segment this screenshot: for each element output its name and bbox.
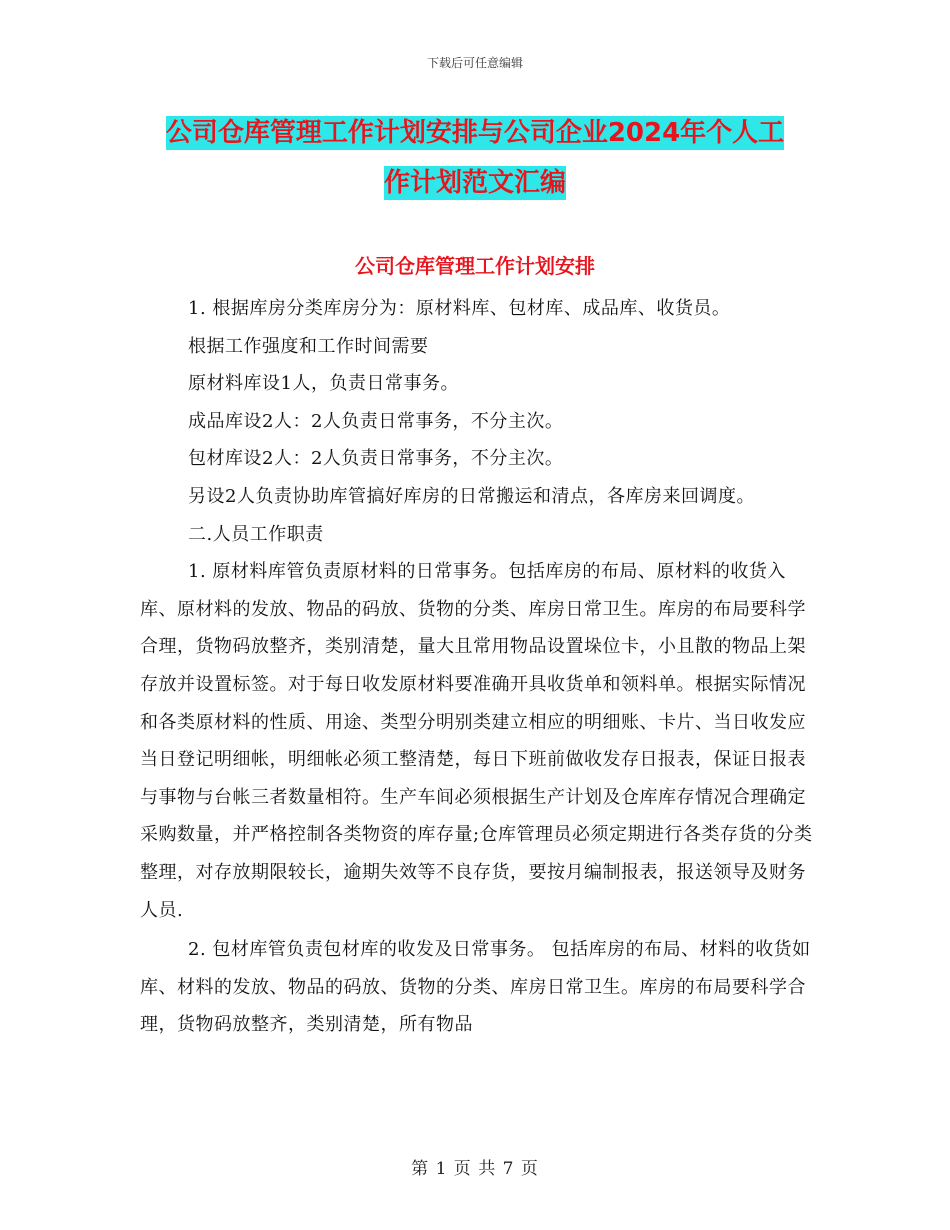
paragraph-3: 原材料库设1人，负责日常事务。 [188,373,459,395]
paragraph-4: 成品库设2人：2人负责日常事务，不分主次。 [188,410,564,432]
paragraph-8: 1. 原材料库管负责原材料的日常事务。包括库房的布局、原材料的收货入库、原材料的发放、物品的码放、货物的分类、库房日常卫生。库房的布局要科学合理，货物码放整齐，类别清楚，量大且常用物品设置垛位卡，小且散的物品上架存放并设置标签。对于每日收发原材料要准确开具收货单和领料单。根据实际情况和各类原材料的性质、用途、类型分明别类建立相应的明细账、卡片、当日收发应当日登记明细帐，明细帐必须工整清楚，每日下班前做收发存日报表，保证日报表与事物与台帐三者数量相符。生产车间必须根据生产计划及仓库库存情况合理确定采购数量，并严格控制各类物资的库存量;仓库管理员必须定期进行各类存货的分类整理，对存放期限较长，逾期失效等不良存货，要按月编制报表，报送领导及财务人员. [140,561,813,921]
paragraph-1: 1. 根据库房分类库房分为：原材料库、包材库、成品库、收货员。 [188,298,731,319]
paragraph-7: 二.人员工作职责 [188,523,324,545]
paragraph-5: 包材库设2人：2人负责日常事务，不分主次。 [188,448,564,470]
document-title [0,108,950,208]
paragraph-6: 另设2人负责协助库管搞好库房的日常搬运和清点，各库房来回调度。 [188,485,755,507]
paragraph-2: 根据工作强度和工作时间需要 [188,335,429,357]
document-title-line-2: 作计划范文汇编 [383,168,566,198]
paragraph-9: 2. 包材库管负责包材库的收发及日常事务。 包括库房的布局、材料的收货如库、材料的发放、物品的码放、货物的分类、库房日常卫生。库房的布局要科学合理，货物码放整齐，类别清楚，所有物品 [140,939,811,1036]
document-title-line-1: 公司仓库管理工作计划安排与公司企业2024年个人工 [165,118,785,148]
page-header-note: 下载后可任意编辑 [426,56,523,70]
document-body [140,290,816,1044]
page-number: 第 1 页 共 7 页 [411,1159,539,1179]
section-heading: 公司仓库管理工作计划安排 [355,254,595,278]
